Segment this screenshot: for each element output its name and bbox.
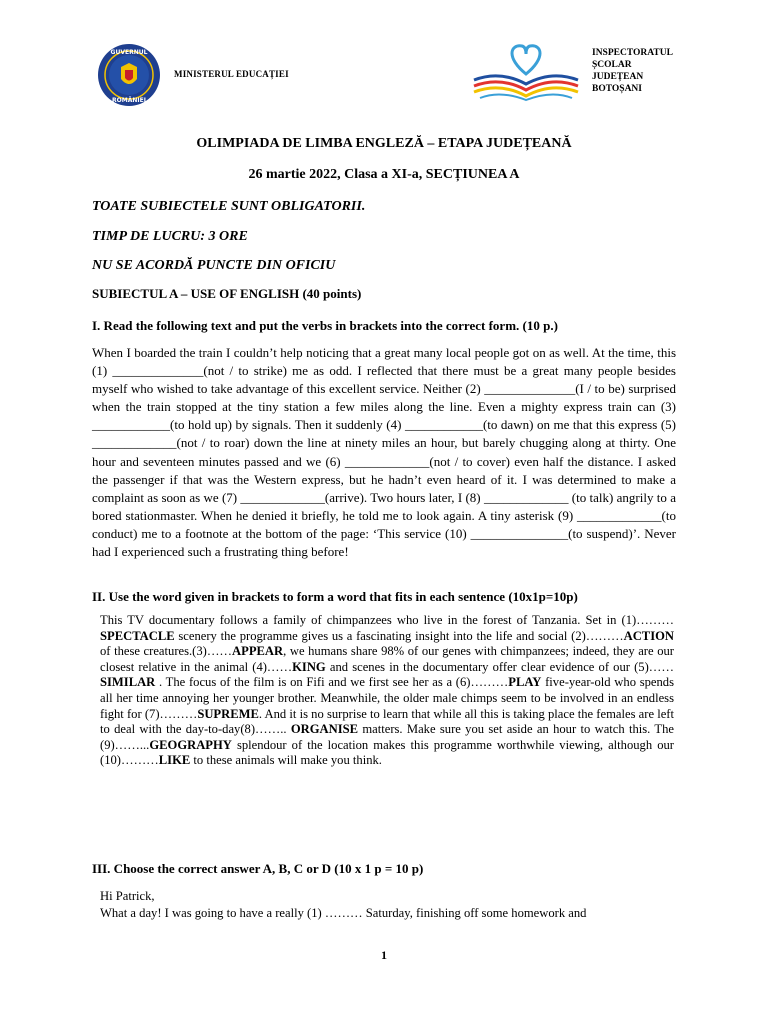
section2-text-segment: , we humans share 98% of our genes with chimpanzees; indeed, they are our closest relative in the animal (4)…… xyxy=(100,644,674,674)
section2-text-segment: . And it is no surprise to learn that while all this is taking place the females are left to deal with the day-to-day(8)…….. xyxy=(100,706,674,737)
section1-text: When I boarded the train I couldn’t help noticing that a great many local people got on as well. At the time, this (1) ______________(not / to strike) me as odd. I reflected that there must be a great many people besides myself who wished to take advantage of this excellent service. Neither (2) ______________(I / to be) surprised when the train stopped at the tiny station a few miles along the line. Even a mighty express train can (3) ____________(to hold up) by signals. Then it suddenly (4) ____________(to dawn) on me that this express (5) _____________(not / to roar) down the line at ninety miles an hour, but barely chugging along at thirty. One hour and seventeen minutes passed and we (6) _____________(not / to cover) even half the distance. I asked the passenger if that was the Western express, but he hadn’t even heard of it. I was determined to make a complaint as soon as we (7) _____________(arrive). Two hours later, I (8) _____________ (to talk) angrily to a bored stationmaster. When he denied it briefly, he told me to look again. A tiny asterisk (9) _____________(to conduct) me to a footnote at the bottom of the page: ‘This service (10) _______________(to suspend)’. Never had I experienced such a frustrating thing before! xyxy=(92,345,676,560)
section2-text-segment: scenery the programme gives us a fascinating insight into the life and social (2)……… xyxy=(174,628,624,643)
document-title: OLIMPIADA DE LIMBA ENGLEZĂ – ETAPA JUDEȚEANĂ xyxy=(196,136,572,151)
section3-text xyxy=(100,888,676,921)
section2-text xyxy=(100,613,674,769)
inspectorate-book-heart-logo xyxy=(466,40,586,102)
word-formation-keyword: ACTION xyxy=(623,628,674,643)
word-formation-keyword: APPEAR xyxy=(232,644,284,659)
section3-heading: III. Choose the correct answer A, B, C or D (10 x 1 p = 10 p) xyxy=(92,861,424,876)
word-formation-keyword: KING xyxy=(292,659,326,674)
subject-heading: SUBIECTUL A – USE OF ENGLISH (40 points) xyxy=(92,286,362,301)
svg-text:ROMÂNIEI: ROMÂNIEI xyxy=(112,97,146,104)
svg-text:GUVERNUL: GUVERNUL xyxy=(110,49,148,56)
notice-mandatory: TOATE SUBIECTELE SUNT OBLIGATORII. xyxy=(92,199,366,214)
word-formation-keyword: PLAY xyxy=(508,675,542,690)
section2-text-segment: of these creatures.(3)…… xyxy=(100,644,233,659)
letter-first-line: What a day! I was going to have a really (1) ……… Saturday, finishing off some homework and xyxy=(100,905,587,920)
section2-text-segment: five-year-old who spends all her time annoying her younger brother. Meanwhile, the older male chimps seem to be involved in an endless fight for (7)……… xyxy=(100,675,675,721)
word-formation-keyword: ORGANISE xyxy=(290,722,359,737)
word-formation-keyword: SPECTACLE xyxy=(100,628,175,643)
word-formation-keyword: SIMILAR xyxy=(100,675,156,690)
notice-points: NU SE ACORDĂ PUNCTE DIN OFICIU xyxy=(92,258,336,273)
section2-text-segment: matters. Make sure you set aside an hour to watch this. The (9)……... xyxy=(100,722,674,752)
section2-text-segment: . The focus of the film is on Fifi and we first see her as a (6)……… xyxy=(155,675,509,690)
document-subtitle: 26 martie 2022, Clasa a XI-a, SECȚIUNEA A xyxy=(248,167,520,182)
section2-text-segment: This TV documentary follows a family of chimpanzees who live in the forest of Tanzania. Set in (1)……… xyxy=(100,613,674,627)
notice-duration: TIMP DE LUCRU: 3 ORE xyxy=(92,229,248,244)
ministry-name: MINISTERUL EDUCAȚIEI xyxy=(174,69,289,79)
page-number: 1 xyxy=(381,948,387,962)
inspectorate-name: INSPECTORATUL ȘCOLAR JUDEȚEAN BOTOȘANI xyxy=(592,48,673,94)
section1-heading: I. Read the following text and put the verbs in brackets into the correct form. (10 p.) xyxy=(92,318,558,333)
section2-heading: II. Use the word given in brackets to form a word that fits in each sentence (10x1p=10p) xyxy=(92,589,578,604)
section2-text-segment: splendour of the location makes this programme worthwhile viewing, although our (10)……… xyxy=(100,737,674,768)
letter-greeting: Hi Patrick, xyxy=(100,889,155,903)
word-formation-keyword: LIKE xyxy=(158,753,191,768)
word-formation-keyword: GEOGRAPHY xyxy=(149,737,232,752)
word-formation-keyword: SUPREME xyxy=(197,706,259,721)
section2-text-segment: to these animals will make you think. xyxy=(190,753,382,768)
section2-text-segment: and scenes in the documentary offer clear evidence of our (5)…… xyxy=(325,659,674,674)
government-seal-icon xyxy=(97,43,161,107)
